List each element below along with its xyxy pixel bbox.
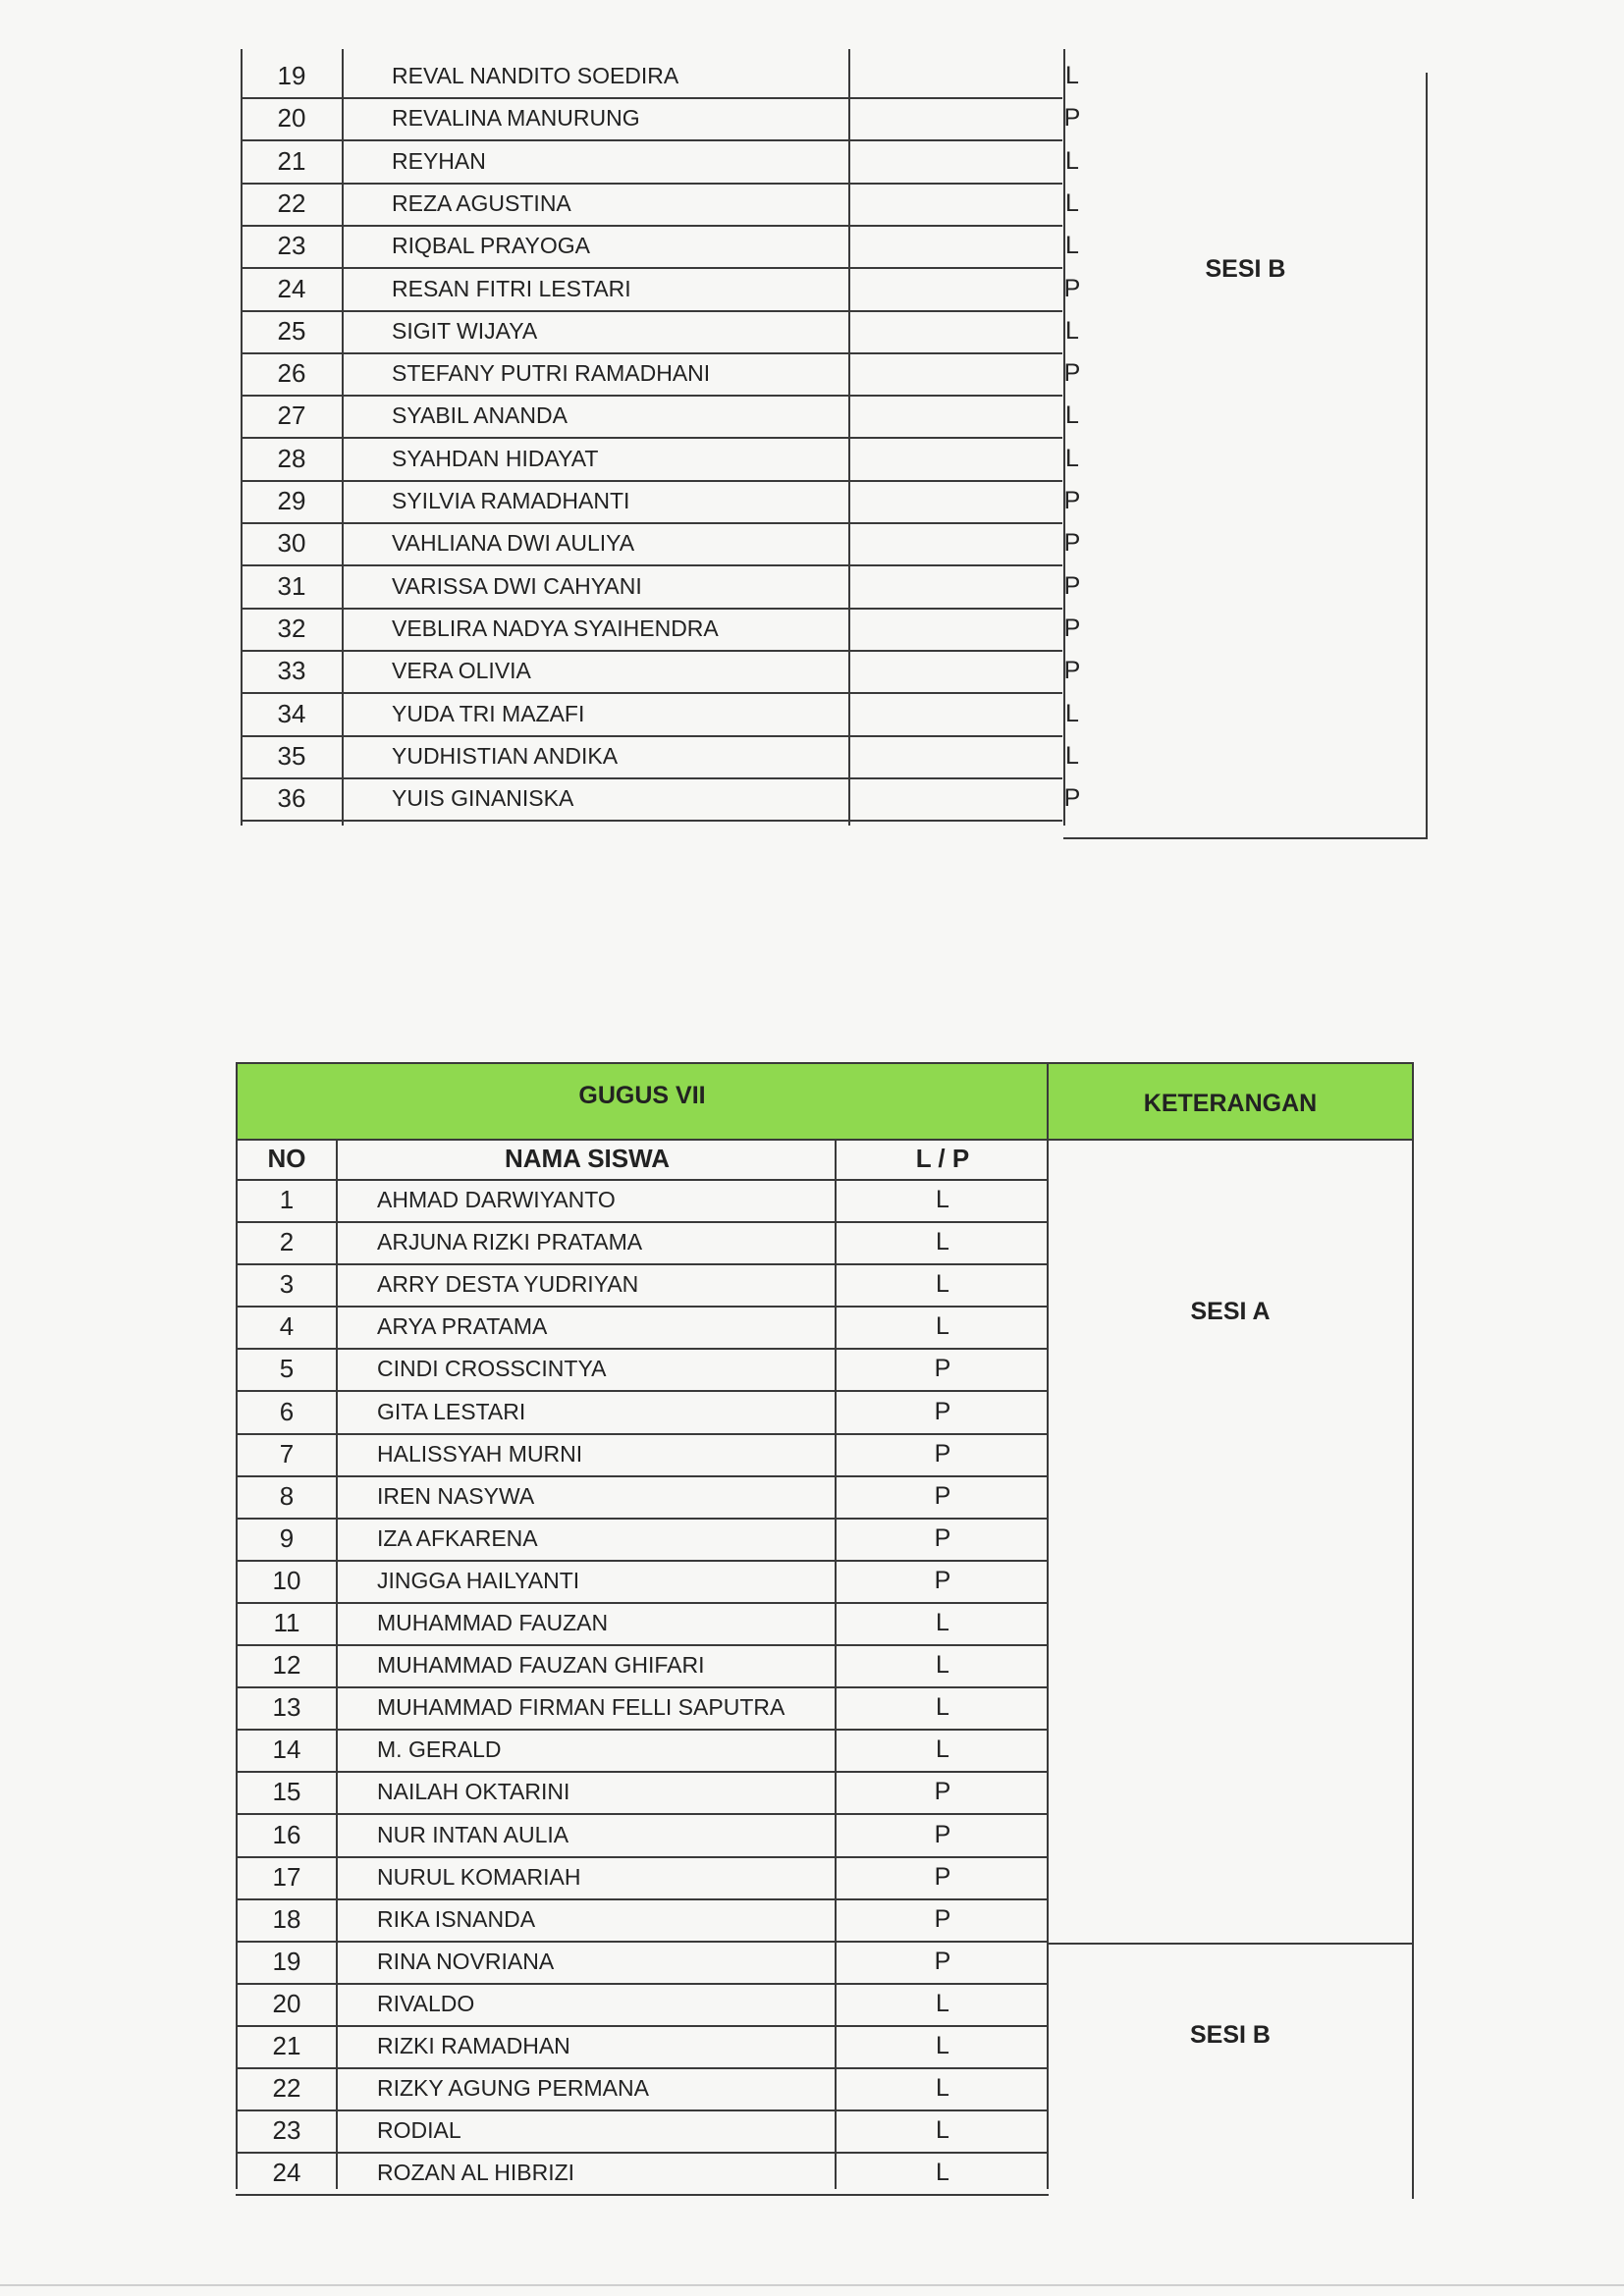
student-gender: L xyxy=(936,2116,949,2145)
table-row xyxy=(241,650,1081,694)
student-name: IZA AFKARENA xyxy=(377,1524,538,1551)
student-name: REYHAN xyxy=(392,147,486,174)
table-row xyxy=(236,1179,1049,1223)
gugus-table xyxy=(236,1062,1414,2191)
keterangan-sesi-a: SESI A xyxy=(1190,1298,1271,1325)
student-name: VEBLIRA NADYA SYAIHENDRA xyxy=(392,614,719,641)
table-row xyxy=(236,1221,1049,1265)
row-number: 15 xyxy=(272,1777,301,1807)
table-row xyxy=(241,55,1079,99)
student-gender: P xyxy=(934,1523,951,1552)
student-name: AHMAD DARWIYANTO xyxy=(377,1187,616,1212)
column-header-name: NAMA SISWA xyxy=(504,1144,671,1173)
row-number: 19 xyxy=(272,1946,301,1976)
row-number: 22 xyxy=(272,2073,301,2104)
table-row xyxy=(236,1348,1049,1392)
table-row xyxy=(236,1475,1049,1520)
student-gender: L xyxy=(936,1270,949,1299)
row-number: 16 xyxy=(272,1819,301,1849)
student-gender: P xyxy=(1063,784,1081,813)
student-name: ROZAN AL HIBRIZI xyxy=(377,2160,575,2186)
table-row xyxy=(241,608,1081,652)
table-row xyxy=(241,183,1079,227)
row-number: 2 xyxy=(279,1227,295,1257)
student-name: RIKA ISNANDA xyxy=(377,1905,536,1932)
row-number: 14 xyxy=(272,1735,301,1765)
row-number: 36 xyxy=(277,783,306,814)
table-row xyxy=(241,438,1079,482)
student-gender: L xyxy=(1065,146,1079,175)
student-name: CINDI CROSSCINTYA xyxy=(377,1356,607,1382)
keterangan-sesi-b: SESI B xyxy=(1190,2021,1271,2049)
row-number: 24 xyxy=(272,2158,301,2188)
student-gender: L xyxy=(1065,232,1079,260)
student-name: RIVALDO xyxy=(377,1990,475,2016)
row-number: 23 xyxy=(277,231,306,261)
student-name: SYILVIA RAMADHANTI xyxy=(392,488,630,513)
student-gender: L xyxy=(936,1989,949,2017)
table-row xyxy=(236,1686,1049,1731)
row-number: 17 xyxy=(272,1861,301,1892)
table-row xyxy=(236,1391,1049,1435)
row-number: 29 xyxy=(277,486,306,515)
table-row xyxy=(241,140,1079,185)
student-gender: L xyxy=(936,2074,949,2103)
table-row xyxy=(241,480,1081,524)
row-number: 34 xyxy=(277,698,306,728)
student-name: VAHLIANA DWI AULIYA xyxy=(392,530,635,557)
table-row xyxy=(236,1856,1049,1900)
student-name: ARJUNA RIZKI PRATAMA xyxy=(377,1229,643,1255)
row-number: 1 xyxy=(279,1185,295,1214)
table-rule xyxy=(1047,1943,1414,1945)
row-number: 9 xyxy=(279,1522,295,1553)
table-row xyxy=(236,2067,1049,2111)
student-gender: P xyxy=(1063,614,1081,642)
student-gender: P xyxy=(934,1862,951,1891)
student-name: SYAHDAN HIDAYAT xyxy=(392,445,599,471)
row-number: 11 xyxy=(273,1608,300,1637)
row-number: 20 xyxy=(272,1988,301,2018)
table-row xyxy=(236,1560,1049,1604)
student-gender: L xyxy=(1065,188,1079,217)
student-name: STEFANY PUTRI RAMADHANI xyxy=(392,360,711,387)
student-name: GITA LESTARI xyxy=(377,1398,526,1424)
student-name: RIQBAL PRAYOGA xyxy=(392,233,590,259)
column-header-row xyxy=(236,1139,1049,1181)
table-rule xyxy=(1412,1139,1414,2199)
row-number: 3 xyxy=(279,1269,295,1300)
student-name: REVALINA MANURUNG xyxy=(392,105,640,132)
student-gender: L xyxy=(936,1186,949,1213)
row-number: 19 xyxy=(277,61,306,90)
student-gender: P xyxy=(934,1904,951,1933)
table-row xyxy=(241,777,1081,822)
gugus-title: GUGUS VII xyxy=(236,1062,1049,1141)
student-gender: L xyxy=(936,1312,949,1341)
student-gender: L xyxy=(936,1735,949,1764)
row-number: 24 xyxy=(277,273,306,303)
table-row xyxy=(241,735,1079,779)
table-row xyxy=(236,1729,1049,1773)
table-row xyxy=(236,1898,1049,1943)
student-gender: P xyxy=(934,1947,951,1975)
student-gender: P xyxy=(1063,571,1081,600)
student-gender: P xyxy=(934,1397,951,1425)
row-number: 21 xyxy=(277,145,306,176)
student-gender: P xyxy=(1063,529,1081,558)
keterangan-sesi: SESI B xyxy=(1205,255,1286,283)
row-number: 23 xyxy=(272,2115,301,2146)
table-row xyxy=(236,1814,1049,1858)
student-gender: L xyxy=(936,2159,949,2187)
table-row xyxy=(236,1518,1049,1562)
row-number: 35 xyxy=(277,740,306,771)
row-number: 21 xyxy=(272,2031,301,2060)
table-row xyxy=(241,693,1079,737)
student-gender: P xyxy=(934,1566,951,1594)
table-row xyxy=(236,1941,1049,1985)
row-number: 7 xyxy=(279,1438,295,1468)
student-name: SYABIL ANANDA xyxy=(392,402,568,429)
student-gender: P xyxy=(1063,104,1081,133)
student-name: RIZKY AGUNG PERMANA xyxy=(377,2075,649,2102)
row-number: 20 xyxy=(277,103,306,133)
table-rule xyxy=(1063,837,1428,839)
student-gender: P xyxy=(934,1820,951,1848)
student-gender: L xyxy=(1065,316,1079,345)
table-row xyxy=(241,522,1081,566)
row-number: 18 xyxy=(272,1903,301,1934)
table-row xyxy=(236,1771,1049,1815)
student-name: YUDA TRI MAZAFI xyxy=(392,700,585,726)
table-rule xyxy=(1426,73,1428,839)
page-edge xyxy=(0,2284,1624,2286)
student-name: YUDHISTIAN ANDIKA xyxy=(392,742,619,769)
student-gender: L xyxy=(936,2032,949,2059)
student-name: ARYA PRATAMA xyxy=(377,1313,548,1340)
student-name: MUHAMMAD FAUZAN GHIFARI xyxy=(377,1652,705,1679)
table-row xyxy=(236,2109,1049,2154)
student-name: M. GERALD xyxy=(377,1736,502,1763)
table-row xyxy=(236,1602,1049,1646)
student-name: MUHAMMAD FAUZAN xyxy=(377,1610,609,1635)
table-row xyxy=(241,310,1079,354)
table-row xyxy=(236,1263,1049,1308)
row-number: 22 xyxy=(277,187,306,218)
row-number: 27 xyxy=(277,400,306,431)
row-number: 30 xyxy=(277,528,306,559)
student-name: MUHAMMAD FIRMAN FELLI SAPUTRA xyxy=(377,1694,785,1721)
table-row xyxy=(236,1306,1049,1350)
student-gender: P xyxy=(934,1778,951,1806)
row-number: 31 xyxy=(277,570,306,601)
student-gender: L xyxy=(936,1609,949,1636)
student-gender: L xyxy=(1065,699,1079,727)
student-name: RESAN FITRI LESTARI xyxy=(392,275,631,301)
student-gender: L xyxy=(1065,62,1079,89)
table-row xyxy=(236,1433,1049,1477)
row-number: 12 xyxy=(272,1650,301,1681)
row-number: 5 xyxy=(279,1354,295,1384)
student-gender: P xyxy=(1063,359,1081,388)
student-gender: L xyxy=(936,1651,949,1680)
row-number: 25 xyxy=(277,315,306,346)
student-gender: P xyxy=(934,1439,951,1468)
row-number: 4 xyxy=(279,1311,295,1342)
row-number: 8 xyxy=(279,1480,295,1511)
student-name: YUIS GINANISKA xyxy=(392,785,574,812)
student-name: VARISSA DWI CAHYANI xyxy=(392,572,642,599)
column-header-no: NO xyxy=(267,1144,306,1173)
student-name: SIGIT WIJAYA xyxy=(392,317,538,344)
column-header-gender: L / P xyxy=(915,1144,970,1173)
student-gender: P xyxy=(1063,274,1081,302)
student-gender: L xyxy=(1065,401,1079,430)
student-name: ARRY DESTA YUDRIYAN xyxy=(377,1271,639,1298)
student-name: REVAL NANDITO SOEDIRA xyxy=(392,63,679,88)
student-name: NURUL KOMARIAH xyxy=(377,1863,581,1890)
row-number: 26 xyxy=(277,358,306,389)
student-gender: L xyxy=(1065,741,1079,770)
student-name: NAILAH OKTARINI xyxy=(377,1779,570,1805)
table-row xyxy=(241,268,1081,312)
student-name: NUR INTAN AULIA xyxy=(377,1821,569,1847)
table-row xyxy=(236,1644,1049,1688)
row-number: 32 xyxy=(277,613,306,643)
row-number: 6 xyxy=(279,1396,295,1426)
row-number: 28 xyxy=(277,443,306,473)
student-name: RINA NOVRIANA xyxy=(377,1948,555,1974)
keterangan-header: KETERANGAN xyxy=(1047,1062,1414,1141)
table-row xyxy=(236,2025,1049,2069)
row-number: 10 xyxy=(272,1565,301,1595)
student-name: IREN NASYWA xyxy=(377,1482,535,1509)
student-name: VERA OLIVIA xyxy=(392,658,531,684)
table-row xyxy=(236,2152,1049,2196)
student-name: RIZKI RAMADHAN xyxy=(377,2033,570,2058)
student-name: RODIAL xyxy=(377,2117,461,2144)
student-gender: L xyxy=(936,1228,949,1256)
student-name: HALISSYAH MURNI xyxy=(377,1440,583,1467)
student-name: REZA AGUSTINA xyxy=(392,189,571,216)
table-row xyxy=(241,97,1081,141)
table-row xyxy=(241,395,1079,439)
table-row xyxy=(241,352,1081,397)
student-gender: L xyxy=(1065,444,1079,472)
student-gender: P xyxy=(1063,487,1081,514)
row-number: 13 xyxy=(272,1692,301,1723)
table-row xyxy=(241,565,1081,610)
table-row xyxy=(236,1983,1049,2027)
row-number: 33 xyxy=(277,656,306,686)
student-gender: P xyxy=(1063,657,1081,685)
student-gender: P xyxy=(934,1481,951,1510)
table-row xyxy=(241,225,1079,269)
student-gender: P xyxy=(934,1355,951,1383)
student-name: JINGGA HAILYANTI xyxy=(377,1567,580,1593)
student-gender: L xyxy=(936,1693,949,1722)
